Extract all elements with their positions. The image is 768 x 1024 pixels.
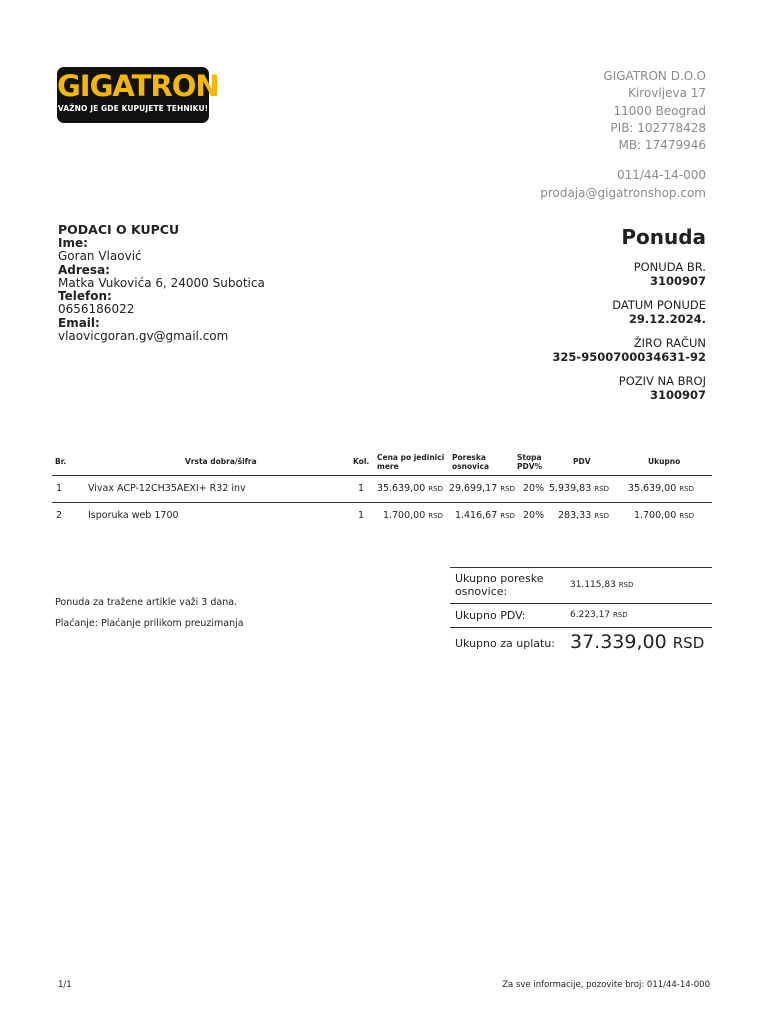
row-tax-base — [449, 483, 515, 495]
grand-total-label: Ukupno za uplatu: — [455, 637, 555, 650]
buyer-address-label: Adresa: — [58, 262, 110, 277]
buyer-heading: PODACI O KUPCU — [58, 222, 180, 237]
total-vat — [570, 610, 628, 620]
company-street: Kirovljeva 17 — [628, 86, 706, 101]
header-tax-base-line2: osnovica — [452, 462, 490, 471]
header-no: Br. — [55, 457, 67, 466]
company-name: GIGATRON D.O.O — [603, 69, 706, 83]
row-no: 1 — [56, 483, 63, 494]
header-rate — [517, 453, 542, 471]
total-tax-base-value: 31.115,83 — [570, 580, 616, 590]
offer-meta — [552, 224, 706, 402]
row-qty: 1 — [358, 483, 365, 494]
totals-bottom-divider — [450, 627, 712, 628]
row-unit-price-currency: RSD — [428, 512, 443, 520]
header-vat: PDV — [573, 457, 591, 466]
offer-reference: 3100907 — [649, 387, 706, 402]
row-total-value: 1.700,00 — [633, 510, 677, 521]
row-total-currency: RSD — [679, 485, 694, 493]
row-total — [634, 510, 694, 522]
offer-title: Ponuda — [621, 225, 706, 249]
table-row — [52, 503, 712, 530]
buyer-phone: 0656186022 — [58, 302, 135, 317]
total-vat-currency: RSD — [612, 611, 628, 619]
grand-total — [570, 631, 704, 653]
header-unit-price-line1: Cena po jedinici — [377, 453, 445, 462]
header-unit-price-line2: mere — [377, 462, 399, 471]
row-unit-price-value: 1.700,00 — [382, 510, 426, 521]
gigatron-logo — [57, 67, 219, 123]
row-rate: 20% — [523, 510, 545, 521]
row-vat-currency: RSD — [594, 512, 609, 520]
total-tax-base-label — [455, 572, 543, 598]
header-total: Ukupno — [648, 457, 681, 466]
totals-top-divider — [450, 567, 712, 568]
row-item: Vivax ACP-12CH35AEXI+ R32 inv — [88, 483, 246, 494]
buyer-name: Goran Vlaović — [58, 249, 142, 264]
offer-account: 325-9500700034631-92 — [552, 349, 706, 364]
row-unit-price — [377, 483, 443, 495]
company-phone: 011/44-14-000 — [616, 168, 706, 183]
offer-number-label: PONUDA BR. — [633, 260, 706, 274]
validity-note: Ponuda za tražene artikle važi 3 dana. — [55, 597, 238, 608]
row-vat-currency: RSD — [594, 485, 609, 493]
row-tax-base — [455, 510, 515, 522]
company-info — [540, 68, 706, 202]
payment-note: Plaćanje: Plaćanje prilikom preuzimanja — [55, 618, 244, 629]
row-unit-price-value: 35.639,00 — [376, 483, 426, 494]
row-tax-base-value: 1.416,67 — [454, 510, 498, 521]
company-mb: MB: 17479946 — [618, 138, 706, 153]
header-rate-line2: PDV% — [517, 462, 543, 471]
buyer-email-label: Email: — [58, 315, 100, 330]
offer-number: 3100907 — [649, 273, 706, 288]
row-vat-value: 5.939,83 — [548, 483, 592, 494]
total-tax-base-label-line1: Ukupno poreske — [455, 572, 544, 585]
row-item: Isporuka web 1700 — [88, 510, 179, 521]
row-no: 2 — [56, 510, 63, 521]
footer-contact: Za sve informacije, pozovite broj: 011/44-14-000 — [502, 980, 710, 990]
row-tax-base-value: 29.699,17 — [448, 483, 498, 494]
total-vat-label: Ukupno PDV: — [455, 609, 526, 622]
header-tax-base — [452, 453, 489, 471]
header-tax-base-line1: Poreska — [452, 453, 486, 462]
buyer-email: vlaovicgoran.gv@gmail.com — [58, 329, 229, 344]
totals-mid-divider — [450, 603, 712, 604]
buyer-name-label: Ime: — [58, 236, 88, 250]
row-total — [628, 483, 694, 495]
logo-brand: GIGATRON — [57, 69, 219, 103]
company-city: 11000 Beograd — [613, 103, 706, 118]
row-vat — [549, 483, 609, 495]
total-tax-base — [570, 580, 633, 590]
buyer-address: Matka Vukovića 6, 24000 Subotica — [58, 275, 265, 290]
total-vat-value: 6.223,17 — [570, 610, 611, 620]
offer-date: 29.12.2024. — [628, 311, 706, 326]
row-rate: 20% — [523, 483, 545, 494]
row-total-value: 35.639,00 — [627, 483, 677, 494]
row-unit-price-currency: RSD — [428, 485, 443, 493]
table-row — [52, 476, 712, 503]
buyer-info — [58, 222, 265, 343]
row-unit-price — [383, 510, 443, 522]
company-email: prodaja@gigatronshop.com — [540, 185, 706, 200]
total-tax-base-currency: RSD — [618, 581, 634, 589]
row-qty: 1 — [358, 510, 365, 521]
row-tax-base-currency: RSD — [500, 512, 515, 520]
company-pib: PIB: 102778428 — [610, 120, 706, 135]
row-tax-base-currency: RSD — [500, 485, 515, 493]
offer-notes — [55, 597, 244, 639]
offer-date-label: DATUM PONUDE — [612, 298, 706, 312]
header-unit-price — [377, 453, 444, 471]
header-rate-line1: Stopa — [517, 453, 542, 462]
page-number: 1/1 — [58, 980, 72, 990]
row-vat-value: 283,33 — [558, 510, 592, 521]
row-total-currency: RSD — [679, 512, 694, 520]
total-tax-base-label-line2: osnovice: — [455, 585, 508, 598]
grand-total-value: 37.339,00 — [570, 631, 667, 653]
buyer-phone-label: Telefon: — [58, 289, 112, 304]
row-vat — [558, 510, 609, 522]
grand-total-currency: RSD — [672, 634, 705, 652]
logo-tagline: VAŽNO JE GDE KUPUJETE TEHNIKU! — [57, 104, 209, 113]
header-item: Vrsta dobra/šifra — [185, 457, 257, 466]
offer-account-label: ŽIRO RAČUN — [633, 336, 706, 350]
offer-reference-label: POZIV NA BROJ — [618, 374, 706, 388]
header-qty: Kol. — [353, 457, 370, 466]
